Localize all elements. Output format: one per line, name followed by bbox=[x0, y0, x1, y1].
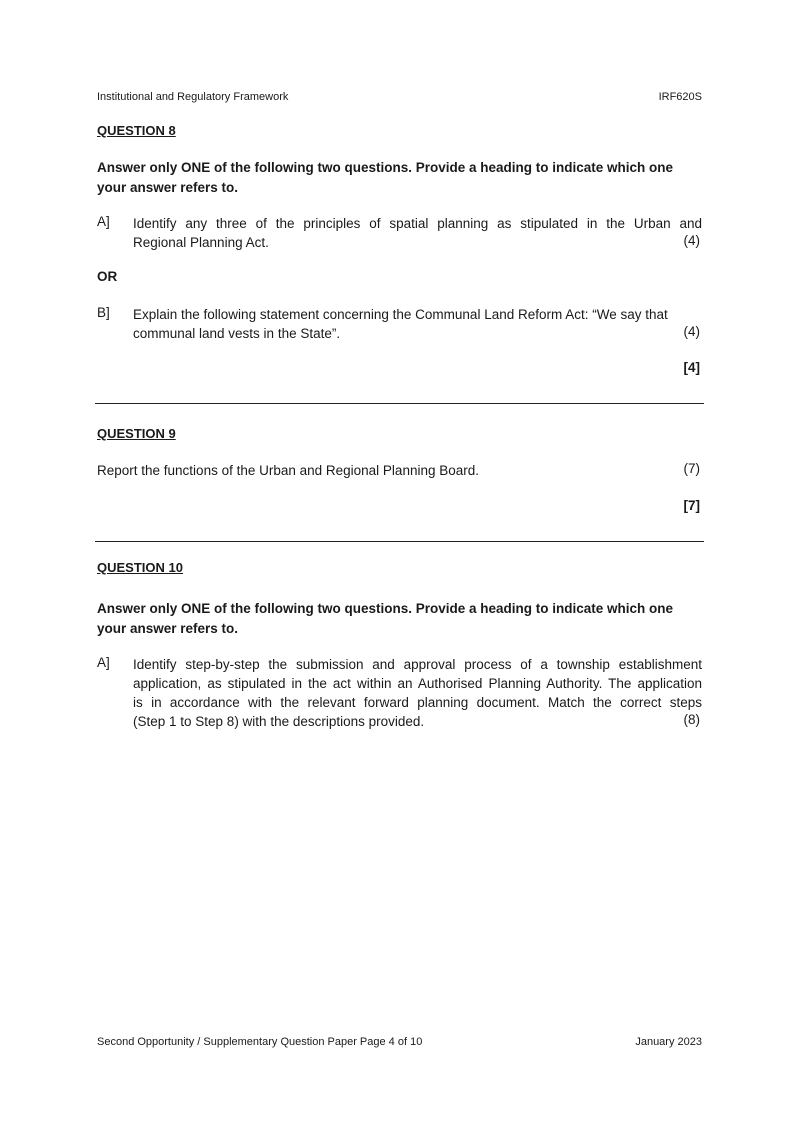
question-9-total-marks: [7] bbox=[683, 498, 700, 513]
question-9-text: Report the functions of the Urban and Regional Planning Board. bbox=[97, 463, 480, 478]
question-8-option-b-marks: (4) bbox=[683, 324, 700, 339]
question-10-option-a-line-4: (Step 1 to Step 8) with the descriptions provided. bbox=[133, 714, 425, 729]
question-8-option-a-line-1: Identify any three of the principles of spatial planning as stipulated in the Urban and bbox=[133, 216, 702, 231]
question-10-option-a-marks: (8) bbox=[683, 712, 700, 727]
question-8-option-a-line-2: Regional Planning Act. bbox=[133, 235, 269, 250]
document-header-title: Institutional and Regulatory Framework bbox=[97, 91, 289, 103]
question-8-title: QUESTION 8 bbox=[97, 123, 176, 138]
question-10-title: QUESTION 10 bbox=[97, 560, 183, 575]
section-divider bbox=[95, 403, 704, 404]
question-8-instruction: Answer only ONE of the following two questions. Provide a heading to indicate which one your answer refers to. bbox=[97, 160, 674, 195]
question-8-total-marks: [4] bbox=[683, 360, 700, 375]
question-8-option-b-line-1: Explain the following statement concerning the Communal Land Reform Act: “We say that bbox=[133, 307, 668, 322]
footer-page-info: Second Opportunity / Supplementary Question Paper Page 4 of 10 bbox=[97, 1036, 423, 1048]
question-10-option-a-line-3: is in accordance with the relevant forward planning document. Match the correct steps bbox=[133, 695, 702, 710]
footer-date: January 2023 bbox=[635, 1036, 702, 1048]
question-8-option-a-marks: (4) bbox=[683, 233, 700, 248]
question-8-option-b-label: B] bbox=[97, 305, 110, 320]
question-8-option-a-label: A] bbox=[97, 214, 110, 229]
question-10-instruction: Answer only ONE of the following two questions. Provide a heading to indicate which one your answer refers to. bbox=[97, 601, 674, 636]
question-8-option-b-line-2: communal land vests in the State”. bbox=[133, 326, 341, 341]
section-divider bbox=[95, 541, 704, 542]
question-10-option-a-label: A] bbox=[97, 655, 110, 670]
question-9-marks: (7) bbox=[683, 461, 700, 476]
course-code: IRF620S bbox=[658, 91, 702, 103]
question-10-option-a-line-1: Identify step-by-step the submission and approval process of a township establishment bbox=[133, 657, 702, 672]
question-9-title: QUESTION 9 bbox=[97, 426, 176, 441]
question-10-option-a-line-2: application, as stipulated in the act within an Authorised Planning Authority. The application bbox=[133, 676, 702, 691]
or-separator: OR bbox=[97, 269, 118, 284]
